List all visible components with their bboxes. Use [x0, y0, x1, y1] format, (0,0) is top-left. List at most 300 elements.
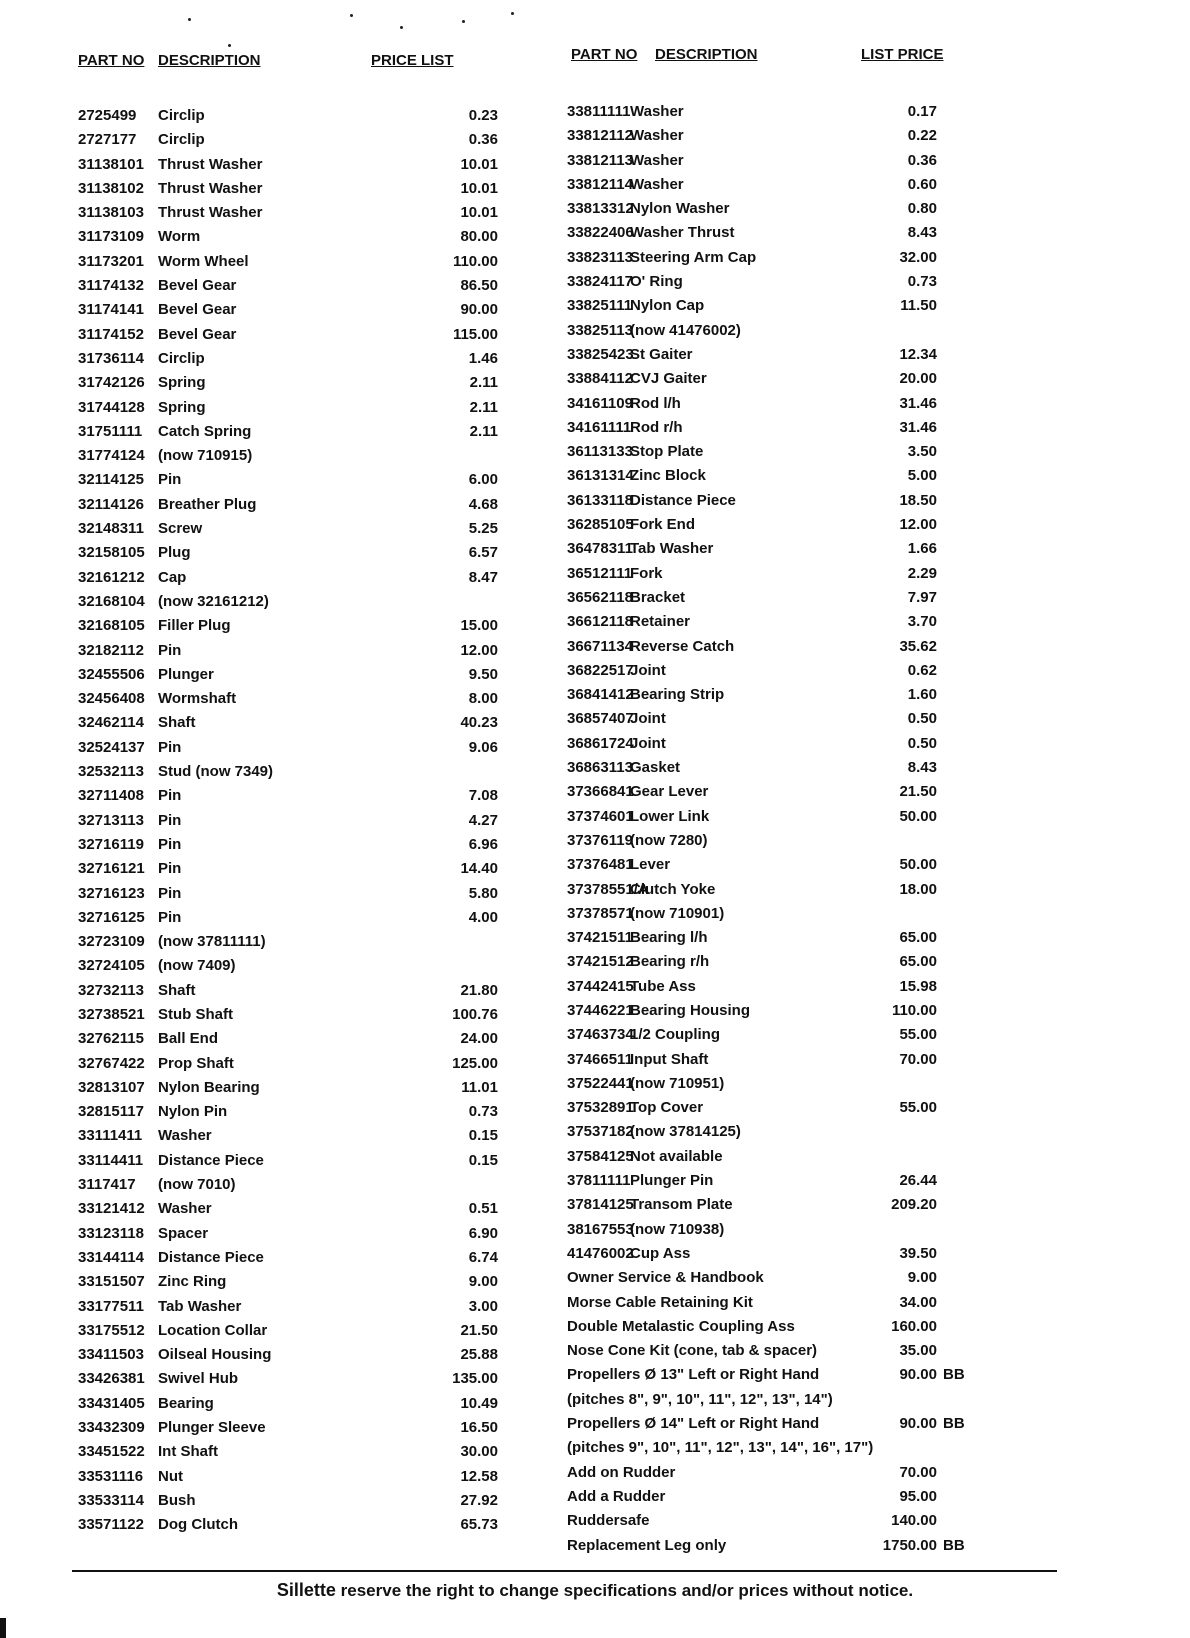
table-row: [78, 374, 498, 398]
item-description: Replacement Leg only: [567, 1536, 727, 1554]
table-row: [567, 1439, 997, 1463]
part-price: 1.66: [907, 540, 937, 558]
part-price: 65.00: [899, 929, 937, 947]
part-description: Bracket: [630, 588, 686, 606]
part-description: (now 710938): [630, 1220, 725, 1238]
part-number: 32462114: [78, 714, 144, 732]
part-description: Bevel Gear: [158, 301, 237, 319]
part-number: 36113133: [567, 443, 633, 461]
table-row: [78, 180, 498, 204]
part-description: Washer: [630, 103, 684, 120]
part-description: Filler Plug: [158, 617, 231, 635]
part-price: 6.90: [468, 1224, 498, 1242]
item-description: Add a Rudder: [567, 1487, 666, 1505]
table-row: [78, 1103, 498, 1127]
table-row: [567, 1099, 997, 1123]
part-price: 14.40: [460, 860, 498, 878]
table-row: [567, 346, 997, 370]
part-number: 33175512: [78, 1321, 145, 1339]
part-number: 36285105: [567, 516, 634, 534]
part-description: Shaft: [158, 714, 196, 732]
part-price: 15.00: [460, 617, 498, 635]
table-row: [567, 273, 997, 297]
item-price: 35.00: [899, 1342, 937, 1360]
item-price: 1750.00: [882, 1536, 937, 1554]
part-price: 115.00: [452, 325, 498, 343]
part-number: 31774124: [78, 447, 145, 465]
part-description: Nylon Cap: [630, 297, 705, 315]
part-price: 4.68: [468, 495, 498, 513]
part-description: (now 37811111): [158, 933, 266, 951]
part-number: 33121412: [78, 1200, 145, 1218]
left-table-header: [78, 52, 498, 78]
table-row: [567, 1002, 997, 1026]
table-row: [567, 1294, 997, 1318]
part-price: 8.47: [468, 568, 498, 586]
part-description: Nylon Bearing: [158, 1078, 260, 1096]
table-row: [78, 1443, 498, 1467]
scan-speck: [188, 18, 191, 21]
part-price: 4.27: [468, 811, 498, 829]
item-price: 90.00: [899, 1366, 937, 1384]
part-number: 37463734: [567, 1026, 634, 1044]
table-row: [567, 735, 997, 759]
part-price: 10.01: [460, 204, 498, 222]
part-price: 0.15: [468, 1127, 498, 1145]
item-description: Propellers Ø 14" Left or Right Hand: [567, 1415, 820, 1433]
part-number: 36863113: [567, 759, 633, 777]
part-number: 33531116: [78, 1467, 144, 1485]
part-description: Bearing: [158, 1394, 214, 1412]
table-row: [567, 832, 997, 856]
table-row: [78, 642, 498, 666]
part-price: 0.51: [468, 1200, 498, 1218]
part-price: 9.00: [468, 1273, 498, 1291]
part-description: Plunger Sleeve: [158, 1419, 266, 1437]
part-number: 37446221: [567, 1001, 634, 1019]
table-row: [567, 565, 997, 589]
part-number: 37374601: [567, 807, 634, 825]
part-description: Nut: [158, 1467, 183, 1485]
part-description: Distance Piece: [158, 1248, 264, 1266]
part-description: O' Ring: [630, 273, 683, 291]
part-number: 32716119: [78, 835, 144, 853]
table-row: [78, 1225, 498, 1249]
part-description: Joint: [630, 661, 666, 679]
part-description: Steering Arm Cap: [630, 248, 757, 266]
table-row: [567, 492, 997, 516]
table-row: [78, 1322, 498, 1346]
footer-divider: [72, 1570, 1057, 1572]
table-row: [78, 1006, 498, 1030]
part-price: 40.23: [460, 714, 498, 732]
table-row: [567, 1123, 997, 1147]
table-row: [78, 714, 498, 738]
part-description: Circlip: [158, 107, 205, 124]
table-row: [567, 638, 997, 662]
part-description: (now 710915): [158, 447, 253, 465]
part-price: 0.50: [907, 710, 937, 728]
part-description: Retainer: [630, 613, 691, 631]
part-number: 33177511: [78, 1297, 144, 1315]
part-description: Bearing Strip: [630, 686, 725, 704]
part-price: 0.22: [907, 127, 937, 145]
table-row: [567, 953, 997, 977]
part-price: 6.96: [468, 835, 498, 853]
table-row: [78, 156, 498, 180]
table-row: [567, 881, 997, 905]
table-row: [567, 1512, 997, 1536]
table-row: [567, 1488, 997, 1512]
part-price: 5.80: [468, 884, 498, 902]
part-number: 33813312: [567, 200, 634, 218]
table-row: [567, 1148, 997, 1172]
part-price: 27.92: [460, 1491, 498, 1509]
scan-speck: [228, 44, 231, 47]
part-description: Catch Spring: [158, 422, 252, 440]
part-description: Nylon Pin: [158, 1103, 228, 1121]
part-description: Swivel Hub: [158, 1370, 239, 1388]
part-description: Not available: [630, 1147, 723, 1165]
item-description: Nose Cone Kit (cone, tab & spacer): [567, 1342, 818, 1360]
part-description: Thrust Washer: [158, 155, 263, 173]
table-row: [567, 1318, 997, 1342]
part-number: 31736114: [78, 349, 144, 367]
part-description: Pin: [158, 471, 182, 489]
part-price: 12.34: [899, 345, 937, 363]
table-row: [78, 496, 498, 520]
table-row: [78, 836, 498, 860]
part-price: 50.00: [899, 807, 937, 825]
part-price: 65.00: [899, 953, 937, 971]
part-number: 32148311: [78, 520, 144, 538]
part-number: 37376119: [567, 831, 633, 849]
table-row: [567, 978, 997, 1002]
part-price: 18.00: [899, 880, 937, 898]
part-description: Washer: [158, 1200, 212, 1218]
item-price: 34.00: [899, 1293, 937, 1311]
part-price: 35.62: [899, 637, 937, 655]
part-price: 2.29: [907, 564, 937, 582]
table-row: [567, 467, 997, 491]
part-price: 7.08: [468, 787, 498, 805]
table-row: [567, 710, 997, 734]
part-number: 2727177: [78, 131, 137, 149]
part-price: 1.60: [907, 686, 937, 704]
part-description: Pin: [158, 835, 182, 853]
part-price: 0.15: [468, 1151, 498, 1169]
table-row: [567, 613, 997, 637]
table-row: [567, 297, 997, 321]
table-row: [567, 1464, 997, 1488]
part-description: Bevel Gear: [158, 277, 237, 295]
part-price: 0.60: [907, 175, 937, 193]
part-price: 9.50: [468, 665, 498, 683]
part-price: 209.20: [891, 1196, 937, 1214]
description-header: DESCRIPTION: [655, 46, 758, 63]
table-row: [78, 399, 498, 423]
part-number: 31744128: [78, 398, 145, 416]
part-number: 32711408: [78, 787, 144, 805]
part-number: 37378551/A: [567, 880, 649, 898]
part-description: Rod l/h: [630, 394, 681, 412]
table-row: [567, 322, 997, 346]
part-price: 6.00: [468, 471, 498, 489]
table-row: [567, 1537, 997, 1561]
part-price: 0.73: [907, 273, 937, 291]
part-price: 3.50: [907, 443, 937, 461]
part-price: 7.97: [907, 588, 937, 606]
part-number: 37466511: [567, 1050, 633, 1068]
part-description: Washer: [630, 127, 684, 145]
table-row: [567, 783, 997, 807]
part-number: 36841412: [567, 686, 634, 704]
part-price: 20.00: [899, 370, 937, 388]
part-number: 37376481: [567, 856, 634, 874]
part-number: 32158105: [78, 544, 145, 562]
table-row: [78, 204, 498, 228]
part-description: Stub Shaft: [158, 1005, 233, 1023]
part-description: Clutch Yoke: [630, 880, 716, 898]
part-price: 135.00: [452, 1370, 498, 1388]
part-description: Bearing r/h: [630, 953, 710, 971]
part-number: 36562118: [567, 588, 633, 606]
part-price: 21.50: [899, 783, 937, 801]
table-row: [567, 395, 997, 419]
table-row: [78, 1176, 498, 1200]
part-number: 32532113: [78, 763, 144, 781]
table-row: [78, 1127, 498, 1151]
table-row: [78, 1152, 498, 1176]
part-price: 0.50: [907, 734, 937, 752]
table-row: [567, 759, 997, 783]
part-price: 24.00: [460, 1030, 498, 1048]
part-description: Gear Lever: [630, 783, 709, 801]
footer-text: reserve the right to change specifications and/or prices without notice.: [335, 1581, 914, 1600]
table-row: [567, 1221, 997, 1245]
part-price: 80.00: [460, 228, 498, 246]
part-number: 32738521: [78, 1005, 145, 1023]
part-number: 36512111: [567, 564, 633, 582]
table-row: [567, 249, 997, 273]
part-description: Pin: [158, 908, 182, 926]
part-price: 6.57: [468, 544, 498, 562]
part-description: Screw: [158, 520, 203, 538]
part-number: 33431405: [78, 1394, 145, 1412]
table-row: [567, 1245, 997, 1269]
part-number: 33426381: [78, 1370, 145, 1388]
part-number: 32114126: [78, 495, 144, 513]
part-description: St Gaiter: [630, 345, 693, 363]
part-description: Spacer: [158, 1224, 209, 1242]
part-number: 37537182: [567, 1123, 634, 1141]
item-description: Owner Service & Handbook: [567, 1269, 764, 1287]
part-price: 70.00: [899, 1050, 937, 1068]
part-price: 90.00: [460, 301, 498, 319]
part-price: 110.00: [891, 1001, 937, 1019]
part-number: 34161111: [567, 418, 632, 436]
table-row: [567, 1391, 997, 1415]
part-number: 31742126: [78, 374, 145, 392]
part-number: 33432309: [78, 1419, 145, 1437]
table-row: [567, 856, 997, 880]
table-row: [567, 176, 997, 200]
part-description: Fork: [630, 564, 663, 582]
footer-notice: [0, 1580, 1190, 1601]
part-number: 32732113: [78, 981, 144, 999]
part-price: 3.00: [468, 1297, 498, 1315]
table-row: [78, 1419, 498, 1443]
part-description: Cap: [158, 568, 187, 586]
table-row: [567, 1051, 997, 1075]
table-row: [78, 666, 498, 690]
table-row: [567, 662, 997, 686]
part-description: Tab Washer: [158, 1297, 242, 1315]
part-price: 55.00: [899, 1026, 937, 1044]
part-description: Ball End: [158, 1030, 219, 1048]
part-price: 0.36: [907, 151, 937, 169]
scan-speck: [400, 26, 403, 29]
part-description: Prop Shaft: [158, 1054, 234, 1072]
part-number: 37522441: [567, 1074, 634, 1092]
table-row: [78, 690, 498, 714]
table-row: [78, 569, 498, 593]
table-row: [78, 544, 498, 568]
part-description: Gasket: [630, 759, 681, 777]
part-description: Thrust Washer: [158, 179, 263, 197]
part-price: 11.01: [461, 1078, 498, 1096]
item-description: Propellers Ø 13" Left or Right Hand: [567, 1366, 820, 1384]
table-row: [567, 905, 997, 929]
part-number: 33571122: [78, 1516, 144, 1534]
part-number: 32723109: [78, 933, 145, 951]
part-description: Pin: [158, 641, 182, 659]
price-suffix: BB: [943, 1536, 965, 1554]
part-price: 110.00: [452, 252, 498, 270]
item-price: 90.00: [899, 1415, 937, 1433]
part-number: 31174152: [78, 325, 144, 343]
table-row: [78, 423, 498, 447]
table-row: [567, 929, 997, 953]
part-price: 12.00: [899, 516, 937, 534]
scan-speck: [511, 12, 514, 15]
part-number: 33151507: [78, 1273, 145, 1291]
part-description: Rod r/h: [630, 418, 683, 436]
table-row: [78, 1395, 498, 1419]
right-table-rows: [567, 103, 997, 1561]
part-price: 10.49: [460, 1394, 498, 1412]
right-price-table: [567, 46, 997, 1561]
table-row: [78, 1370, 498, 1394]
part-number: 37442415: [567, 977, 634, 995]
part-number: 32455506: [78, 665, 145, 683]
part-description: Washer Thrust: [630, 224, 735, 242]
part-price: 0.80: [907, 200, 937, 218]
part-description: Cup Ass: [630, 1244, 691, 1262]
part-description: (now 7409): [158, 957, 236, 975]
part-description: Tube Ass: [630, 977, 696, 995]
part-number: 34161109: [567, 394, 633, 412]
table-row: [78, 593, 498, 617]
part-number: 32724105: [78, 957, 145, 975]
part-price: 12.58: [460, 1467, 498, 1485]
part-description: Lower Link: [630, 807, 710, 825]
part-description: Plunger: [158, 665, 214, 683]
scan-edge-mark: [0, 1618, 6, 1638]
part-description: Pin: [158, 787, 182, 805]
table-row: [78, 326, 498, 350]
table-row: [78, 131, 498, 155]
table-row: [78, 933, 498, 957]
part-description: Circlip: [158, 131, 205, 149]
part-number: 32524137: [78, 738, 145, 756]
price-header: PRICE LIST: [371, 52, 454, 69]
part-price: 3.70: [907, 613, 937, 631]
part-price: 18.50: [899, 491, 937, 509]
table-row: [78, 957, 498, 981]
part-no-header: PART NO: [571, 46, 638, 63]
part-number: 33812112: [567, 127, 633, 145]
table-row: [78, 107, 498, 131]
table-row: [78, 1492, 498, 1516]
part-price: 0.23: [468, 107, 498, 124]
part-number: 33411503: [78, 1346, 144, 1364]
part-number: 33825111: [567, 297, 633, 315]
part-number: 31751111: [78, 422, 143, 440]
scan-speck: [350, 14, 353, 17]
part-description: Zinc Ring: [158, 1273, 227, 1291]
part-number: 32114125: [78, 471, 144, 489]
part-description: Washer: [158, 1127, 212, 1145]
part-description: Pin: [158, 860, 182, 878]
part-number: 32815117: [78, 1103, 144, 1121]
part-description: Fork End: [630, 516, 696, 534]
part-description: (now 7010): [158, 1176, 236, 1194]
part-number: 33123118: [78, 1224, 144, 1242]
table-row: [567, 152, 997, 176]
part-number: 37584125: [567, 1147, 634, 1165]
part-description: Bush: [158, 1491, 196, 1509]
part-description: Worm: [158, 228, 201, 246]
part-price: 32.00: [899, 248, 937, 266]
part-description: Spring: [158, 374, 206, 392]
part-description: Washer: [630, 151, 684, 169]
part-number: 36478311: [567, 540, 633, 558]
part-number: 36133118: [567, 491, 633, 509]
part-price: 0.36: [468, 131, 498, 149]
part-description: Oilseal Housing: [158, 1346, 272, 1364]
part-price: 26.44: [899, 1172, 937, 1190]
table-row: [567, 1172, 997, 1196]
part-number: 36612118: [567, 613, 633, 631]
table-row: [567, 103, 997, 127]
part-description: Stud (now 7349): [158, 763, 274, 781]
part-number: 31138103: [78, 204, 144, 222]
part-description: Washer: [630, 175, 684, 193]
part-number: 36822517: [567, 661, 634, 679]
part-description: (now 710951): [630, 1074, 725, 1092]
item-description: Morse Cable Retaining Kit: [567, 1293, 753, 1311]
part-number: 31138102: [78, 179, 144, 197]
table-row: [78, 909, 498, 933]
part-number: 33144114: [78, 1248, 144, 1266]
part-description: CVJ Gaiter: [630, 370, 707, 388]
table-row: [78, 1055, 498, 1079]
table-row: [567, 1415, 997, 1439]
part-price: 5.00: [907, 467, 937, 485]
table-row: [78, 812, 498, 836]
part-description: Distance Piece: [630, 491, 736, 509]
